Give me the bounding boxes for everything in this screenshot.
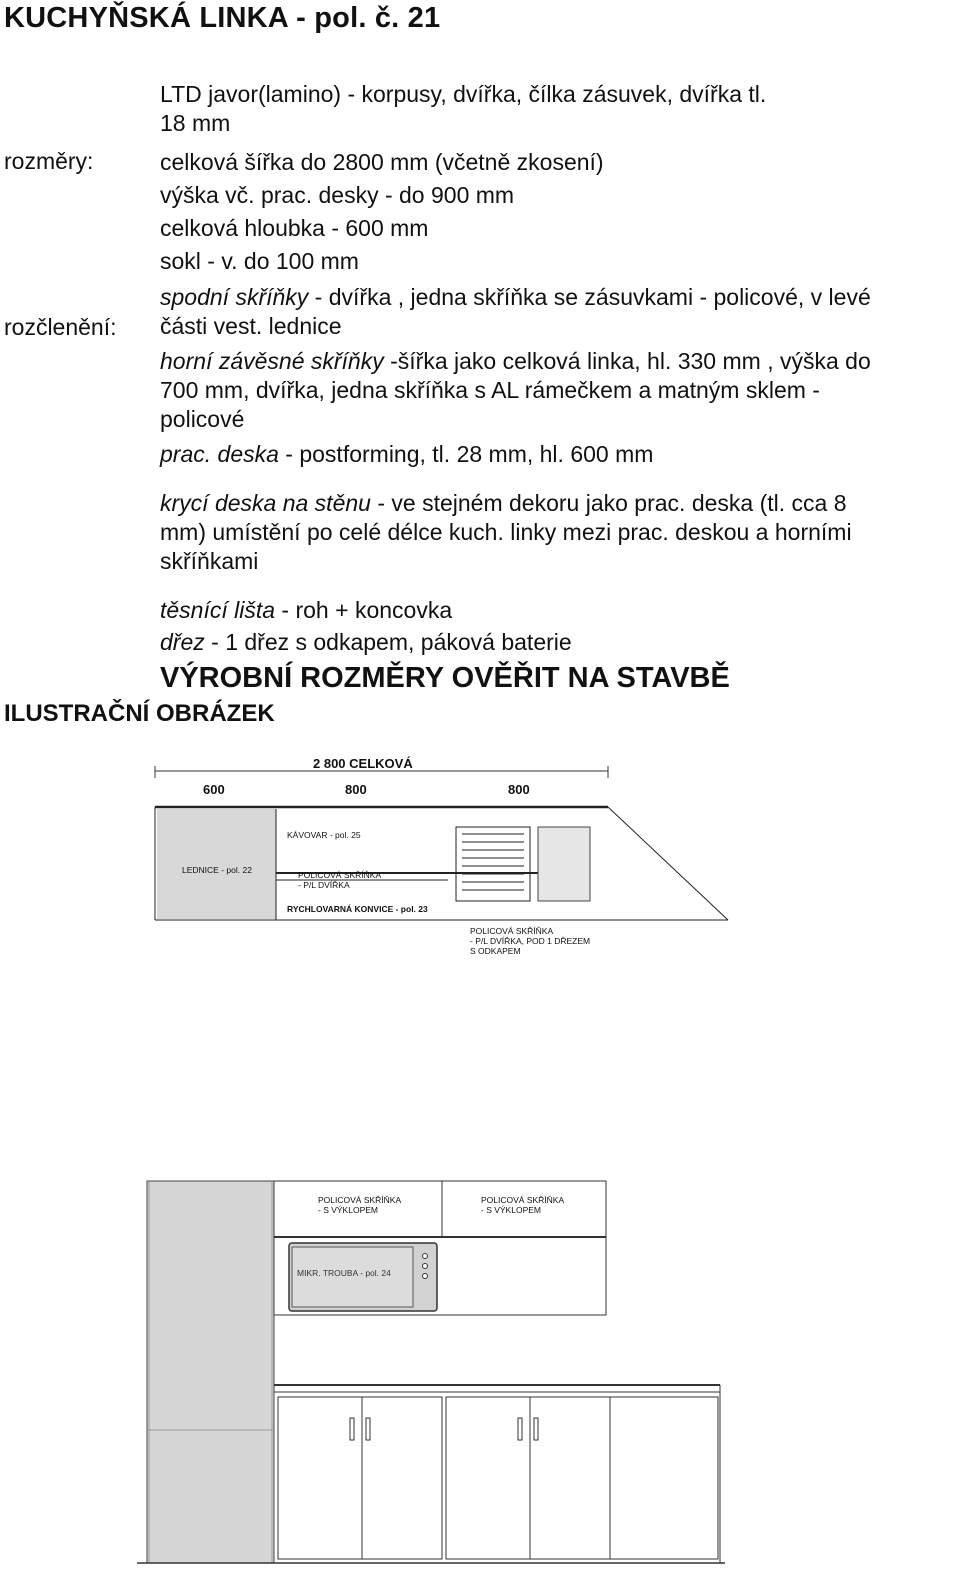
seal-text: - roh + koncovka — [275, 597, 453, 623]
microwave-knob — [423, 1254, 428, 1259]
dimensions-label: rozměry: — [4, 148, 94, 174]
worktop-term: prac. deska — [160, 441, 279, 467]
dimension-seg2: 800 — [345, 782, 367, 797]
front-elevation — [137, 1181, 725, 1563]
cover-line2: mm) umístění po celé délce kuch. linky mezi prac. deskou a horními — [160, 519, 852, 545]
material-line1: LTD javor(lamino) - korpusy, dvířka, čílka zásuvek, dvířka tl. — [160, 81, 767, 107]
dimension-total: 2 800 CELKOVÁ — [313, 756, 413, 771]
dimension-line: celková šířka do 2800 mm (včetně zkosení) — [160, 149, 604, 175]
division-label: rozčlenění: — [4, 314, 117, 340]
seal-term: těsnící lišta — [160, 597, 276, 623]
microwave-knob — [423, 1264, 428, 1269]
dimension-line: výška vč. prac. desky - do 900 mm — [160, 182, 515, 208]
lower-cabinets-line2: části vest. lednice — [160, 313, 342, 339]
shelf-cabinet-doors-label: - P/L DVÍŘKA — [298, 880, 350, 890]
fridge-area — [157, 809, 276, 919]
fridge-label: LEDNICE - pol. 22 — [182, 865, 252, 875]
base-cabinet-door — [278, 1397, 362, 1559]
upper-left-cabinet-label-1: POLICOVÁ SKŘÍŇKA — [318, 1195, 402, 1205]
drainer-grooves — [462, 834, 524, 890]
shelf-cabinet-label: POLICOVÁ SKŘÍŇKA — [298, 870, 382, 880]
upper-right-cabinet-label-1: POLICOVÁ SKŘÍŇKA — [481, 1195, 565, 1205]
upper-left-cabinet-label-2: - S VÝKLOPEM — [318, 1205, 378, 1215]
upper-cabinets-line3: policové — [160, 406, 245, 432]
base-cabinet-door — [530, 1397, 610, 1559]
floor-plan — [155, 807, 728, 920]
sink-bowl — [538, 827, 590, 901]
door-handle — [518, 1418, 522, 1440]
worktop-text: - postforming, tl. 28 mm, hl. 600 mm — [278, 441, 654, 467]
lower-cabinets-term: spodní skříňky — [160, 284, 309, 310]
kettle-label: RYCHLOVARNÁ KONVICE - pol. 23 — [287, 904, 428, 914]
sink-cabinet-label-2: - P/L DVÍŘKA, POD 1 DŘEZEM — [470, 936, 591, 946]
sink-term: dřez — [160, 629, 205, 655]
door-handle — [534, 1418, 538, 1440]
cover-term: krycí deska na stěnu — [160, 490, 371, 516]
lower-cabinets-text: - dvířka , jedna skříňka se zásuvkami - policové, v levé — [308, 284, 871, 310]
dimension-seg1: 600 — [203, 782, 225, 797]
cover-line3: skříňkami — [160, 548, 259, 574]
warning-heading: VÝROBNÍ ROZMĚRY OVĚŘIT NA STAVBĚ — [160, 662, 730, 694]
sink-cabinet-label-3: S ODKAPEM — [470, 946, 521, 956]
microwave-label: MIKR. TROUBA - pol. 24 — [297, 1268, 391, 1278]
sink-cabinet-label-1: POLICOVÁ SKŘÍŇKA — [470, 926, 554, 936]
cover-text: - ve stejném dekoru jako prac. deska (tl. cca 8 — [370, 490, 847, 516]
dimension-line: sokl - v. do 100 mm — [160, 248, 359, 274]
base-cabinet-door — [446, 1397, 530, 1559]
upper-right-cabinet-label-2: - S VÝKLOPEM — [481, 1205, 541, 1215]
material-line2: 18 mm — [160, 110, 231, 136]
door-handle — [350, 1418, 354, 1440]
coffee-machine-label: KÁVOVAR - pol. 25 — [287, 830, 361, 840]
microwave-knob — [423, 1274, 428, 1279]
door-handle — [366, 1418, 370, 1440]
upper-cabinets-line2: 700 mm, dvířka, jedna skříňka s AL rámečkem a matným sklem - — [160, 377, 820, 403]
page-title: KUCHYŇSKÁ LINKA - pol. č. 21 — [4, 2, 441, 34]
upper-cabinets-term: horní závěsné skříňky — [160, 348, 384, 374]
dimension-seg3: 800 — [508, 782, 530, 797]
base-cabinet-door — [362, 1397, 442, 1559]
base-cabinet-side — [610, 1397, 718, 1559]
upper-cabinets-text: -šířka jako celková linka, hl. 330 mm , výška do — [383, 348, 871, 374]
sink-text: - 1 dřez s odkapem, páková baterie — [204, 629, 572, 655]
illustration-heading: ILUSTRAČNÍ OBRÁZEK — [4, 700, 275, 727]
dimension-line: celková hloubka - 600 mm — [160, 215, 429, 241]
tall-column — [147, 1181, 274, 1563]
